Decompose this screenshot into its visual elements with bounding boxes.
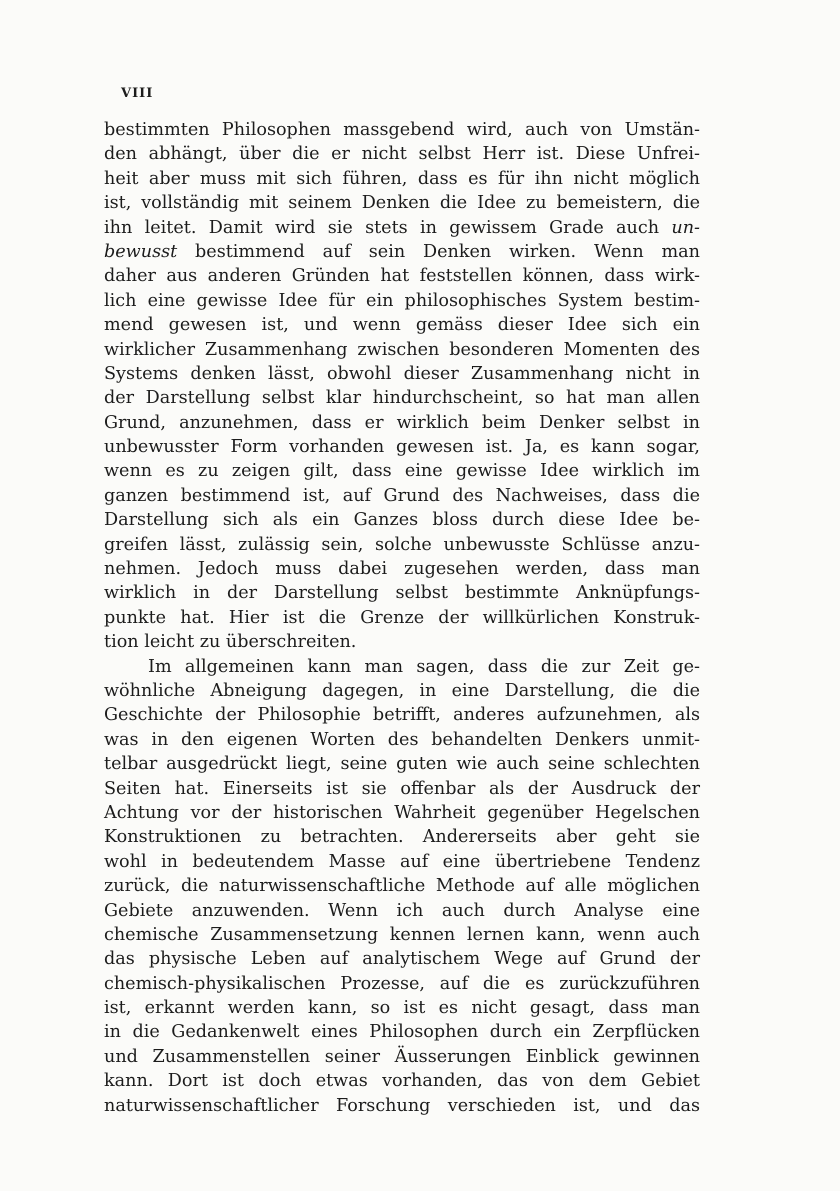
text-line: Achtung vor der historischen Wahrheit gegenüber Hegelschen	[104, 802, 700, 823]
text-line: Geschichte der Philosophie betrifft, anderes aufzunehmen, als	[104, 705, 700, 726]
text-line: Grund, anzunehmen, dass er wirklich beim Denker selbst in	[104, 412, 700, 433]
text-line: Im allgemeinen kann man sagen, dass die zur Zeit ge-	[148, 656, 700, 677]
emphasis: un-	[671, 217, 700, 238]
text-line: chemische Zusammensetzung kennen lernen kann, wenn auch	[104, 924, 700, 945]
text-line: wenn es zu zeigen gilt, dass eine gewisse Idee wirklich im	[104, 461, 700, 482]
text-line: wöhnliche Abneigung dagegen, in eine Darstellung, die die	[104, 680, 700, 701]
text-line: naturwissenschaftlicher Forschung verschieden ist, und das	[104, 1095, 700, 1116]
text-line: den abhängt, über die er nicht selbst Herr ist. Diese Unfrei-	[104, 144, 700, 165]
text-line: kann. Dort ist doch etwas vorhanden, das von dem Gebiet	[104, 1071, 700, 1092]
text-line: wirklich in der Darstellung selbst bestimmte Anknüpfungs-	[104, 583, 700, 604]
text-line: ist, erkannt werden kann, so ist es nicht gesagt, dass man	[104, 998, 700, 1019]
text-line: zurück, die naturwissenschaftliche Methode auf alle möglichen	[104, 876, 700, 897]
text-line: telbar ausgedrückt liegt, seine guten wie auch seine schlechten	[104, 754, 700, 775]
text-line: wohl in bedeutendem Masse auf eine übertriebene Tendenz	[104, 851, 700, 872]
text-line: Konstruktionen zu betrachten. Andererseits aber geht sie	[104, 827, 700, 848]
text-line: heit aber muss mit sich führen, dass es für ihn nicht möglich	[104, 168, 700, 189]
text-line: punkte hat. Hier ist die Grenze der willkürlichen Konstruk-	[104, 607, 700, 628]
text-line: bestimmten Philosophen massgebend wird, auch von Umstän-	[104, 120, 700, 140]
text-line: tion leicht zu überschreiten.	[104, 632, 357, 653]
text-line: unbewusster Form vorhanden gewesen ist. Ja, es kann sogar,	[104, 437, 700, 458]
text-line: daher aus anderen Gründen hat feststellen können, dass wirk-	[104, 266, 700, 287]
text-line: was in den eigenen Worten des behandelten Denkers unmit-	[104, 729, 700, 750]
text-line: das physische Leben auf analytischem Wege auf Grund der	[104, 949, 700, 970]
text-line: wirklicher Zusammenhang zwischen besonderen Momenten des	[104, 339, 700, 360]
text-line: greifen lässt, zulässig sein, solche unbewusste Schlüsse anzu-	[104, 534, 700, 555]
text-line: ihn leitet. Damit wird sie stets in gewissem Grade auch un-	[104, 217, 700, 238]
text-line: Seiten hat. Einerseits ist sie offenbar als der Ausdruck der	[104, 778, 700, 799]
text-line: Darstellung sich als ein Ganzes bloss durch diese Idee be-	[104, 510, 700, 531]
text-line: Gebiete anzuwenden. Wenn ich auch durch Analyse eine	[104, 900, 700, 921]
text-line: ist, vollständig mit seinem Denken die Idee zu bemeistern, die	[104, 193, 700, 214]
text-line: ganzen bestimmend ist, auf Grund des Nachweises, dass die	[104, 485, 700, 506]
page-number: VIII	[121, 86, 154, 101]
text-line: in die Gedankenwelt eines Philosophen durch ein Zerpflücken	[104, 1022, 700, 1043]
body-text	[104, 118, 700, 1118]
emphasis: bewusst	[104, 241, 178, 262]
text-line: lich eine gewisse Idee für ein philosophisches System bestim-	[104, 290, 700, 311]
text-line: der Darstellung selbst klar hindurchscheint, so hat man allen	[104, 388, 700, 409]
text-line: nehmen. Jedoch muss dabei zugesehen werden, dass man	[104, 559, 700, 580]
text-line: Systems denken lässt, obwohl dieser Zusammenhang nicht in	[104, 363, 700, 384]
text-line: mend gewesen ist, und wenn gemäss dieser Idee sich ein	[104, 315, 700, 336]
text-line: chemisch-physikalischen Prozesse, auf die es zurückzuführen	[104, 973, 700, 994]
text-line: und Zusammenstellen seiner Äusserungen Einblick gewinnen	[104, 1046, 700, 1067]
text-line: bewusst bestimmend auf sein Denken wirken. Wenn man	[104, 241, 700, 262]
